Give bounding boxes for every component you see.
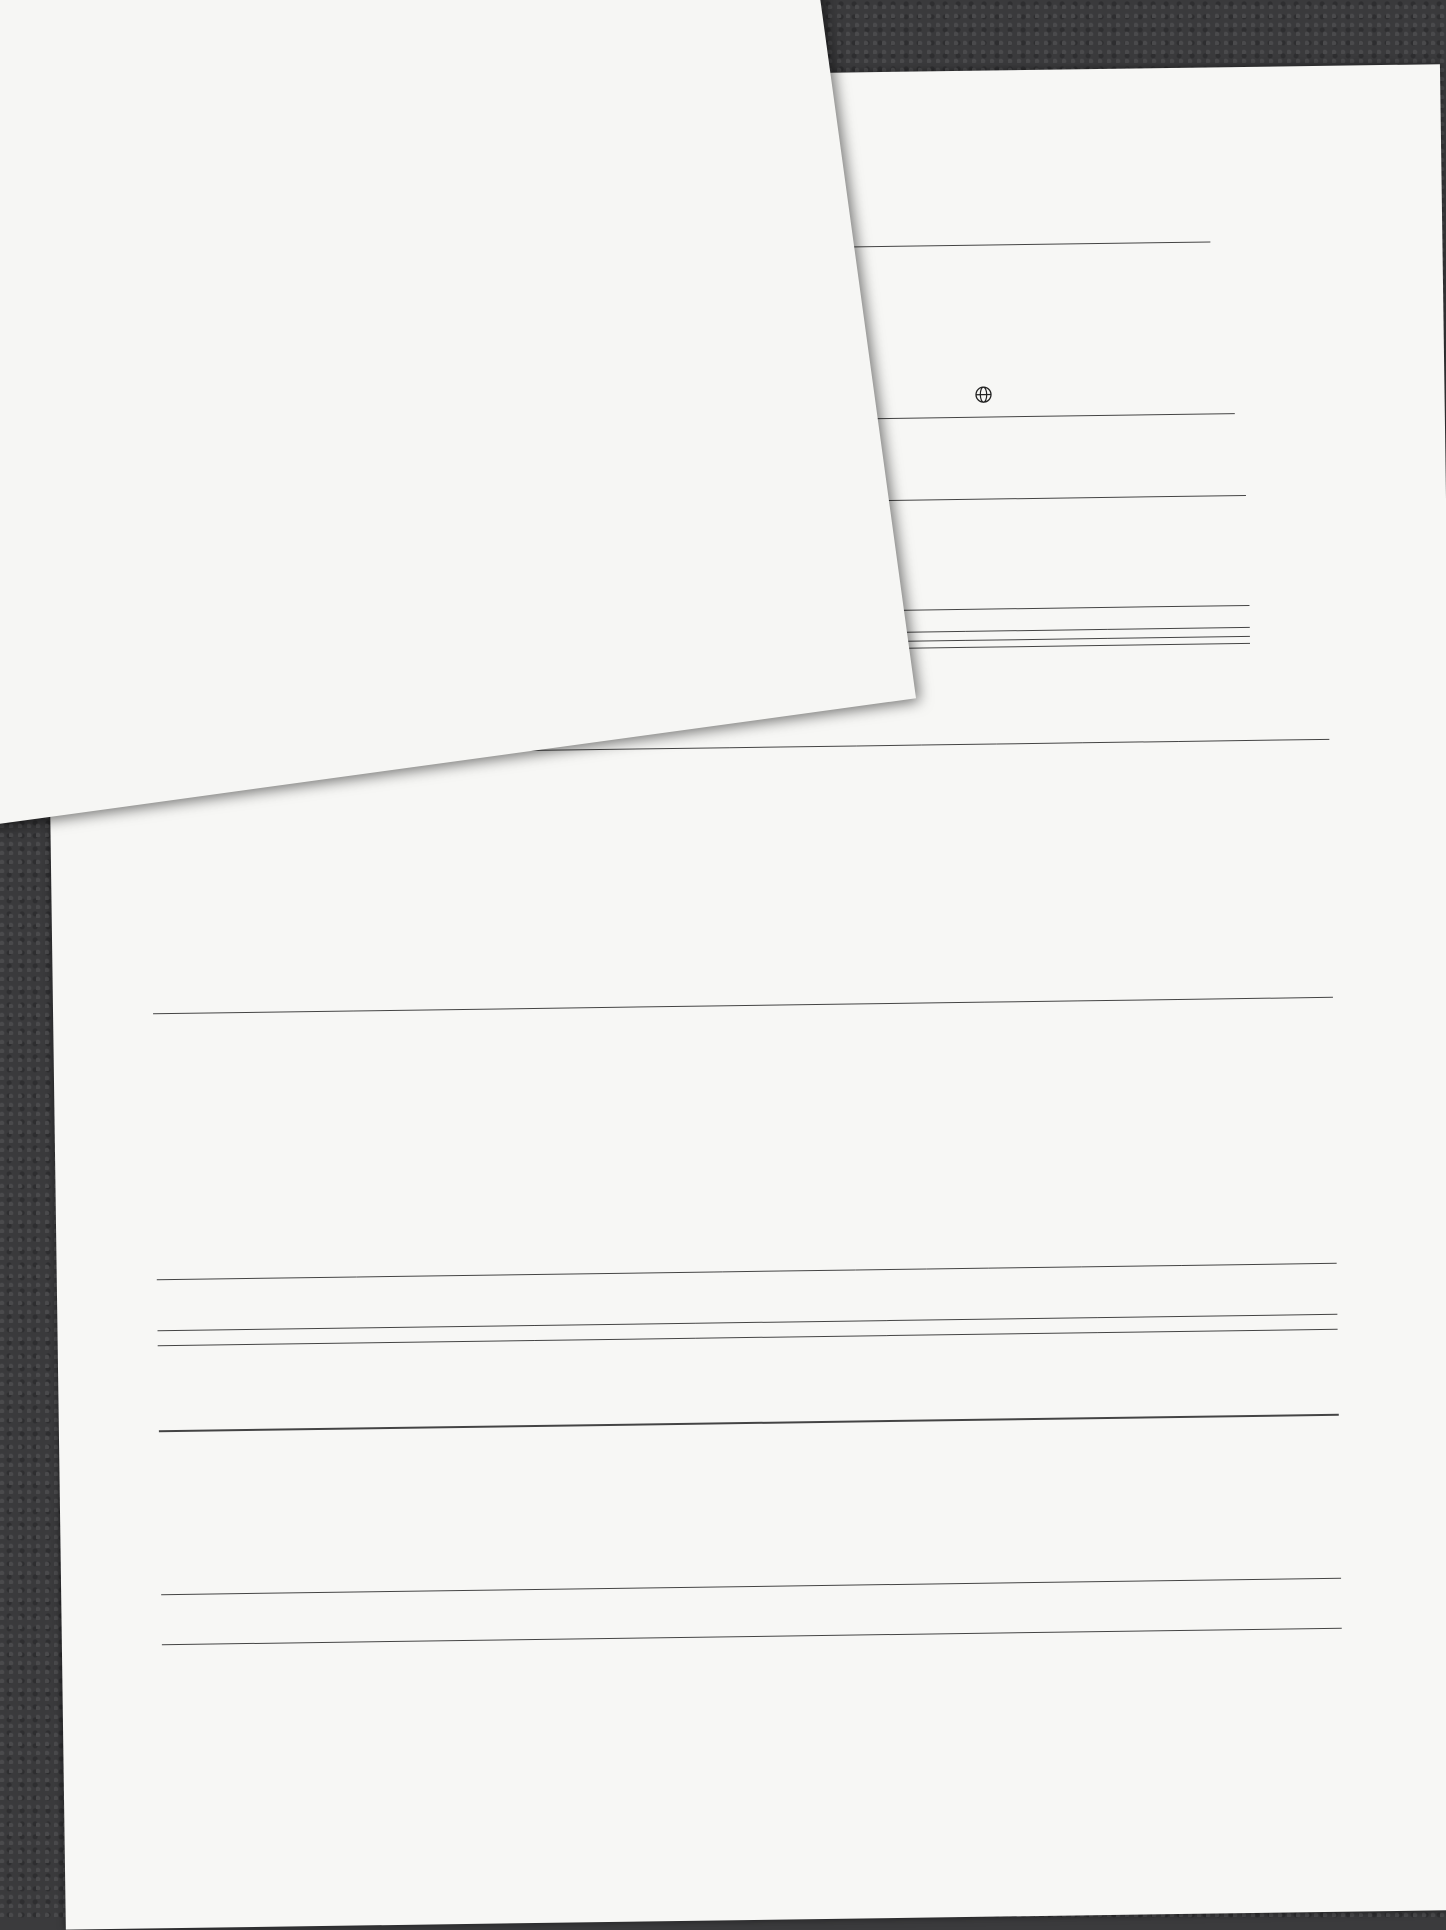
col-material [153, 980, 353, 1014]
cell-vat [1082, 1265, 1182, 1297]
col-vat [1077, 968, 1177, 1000]
final-vat [886, 1318, 1097, 1336]
col-unit-price [722, 1239, 855, 1272]
col-header-not-ok [546, 189, 596, 196]
col-vat [1082, 710, 1179, 742]
final-total [1097, 1314, 1338, 1332]
col-header-fixed [612, 166, 691, 177]
col-discount [988, 1235, 1082, 1267]
col-discount [996, 711, 1082, 743]
col-qty [851, 972, 922, 1004]
materials-table [153, 966, 1333, 1014]
final-tax-base [696, 1321, 887, 1339]
info-received [966, 638, 1108, 647]
info-handler [1108, 636, 1250, 645]
col-total [1178, 708, 1329, 741]
col-vat [1081, 1234, 1181, 1266]
divider [159, 1414, 1339, 1432]
checklist-sheet [0, 0, 916, 841]
cell-description [356, 1271, 722, 1307]
globe-icon [974, 386, 992, 409]
cell-total [1181, 1263, 1337, 1296]
cell-unit-price [722, 1270, 855, 1303]
col-discount [984, 969, 1078, 1001]
col-total [1181, 1232, 1337, 1265]
col-total [1177, 966, 1333, 999]
final-vat-rate [535, 1323, 696, 1340]
col-cj [856, 714, 921, 746]
divider [162, 1628, 1342, 1645]
final-settlement-table [157, 1306, 1337, 1346]
divider [161, 1578, 1341, 1595]
col-qty [855, 1238, 926, 1270]
col-unit-price [718, 973, 851, 1006]
other-table [156, 1232, 1337, 1310]
col-osc [921, 712, 997, 744]
cell-qty [855, 1269, 926, 1301]
col-other [156, 1245, 356, 1279]
